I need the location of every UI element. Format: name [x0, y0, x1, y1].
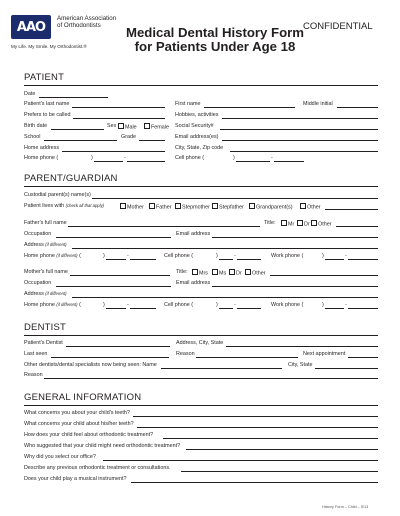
dash: -	[271, 155, 273, 161]
mother-cell-phone-label: Cell phone (	[164, 302, 194, 308]
lives-other-option[interactable]: Other	[300, 203, 320, 211]
custodial-field[interactable]	[92, 198, 378, 199]
school-label: School	[24, 134, 41, 140]
aao-logo: AAO	[11, 15, 51, 39]
father-title-other-field[interactable]	[336, 226, 378, 227]
father-email-label: Email address	[176, 231, 211, 237]
email-label: Email address(es)	[175, 134, 219, 140]
father-work-phone-field-2[interactable]	[348, 259, 378, 260]
mrs-checkbox[interactable]	[192, 269, 198, 275]
question-label: Why did you select our office?	[24, 454, 96, 460]
mothers-name-label: Mother's full name	[24, 269, 68, 275]
mother-title-ms[interactable]: Ms	[212, 269, 226, 277]
patients-dentist-label: Patient's Dentist	[24, 340, 63, 346]
dr-checkbox[interactable]	[229, 269, 235, 275]
dash: -	[234, 302, 236, 308]
paren: )	[322, 253, 324, 259]
father-work-phone-field[interactable]	[325, 259, 344, 260]
patients-dentist-field[interactable]	[66, 346, 170, 347]
specialist-reason-field[interactable]	[44, 378, 378, 379]
ssn-field[interactable]	[220, 129, 378, 130]
male-option[interactable]: Male	[118, 123, 137, 131]
paren: )	[103, 253, 105, 259]
answer-field[interactable]	[186, 449, 378, 450]
divider	[24, 405, 378, 406]
date-field[interactable]	[39, 97, 108, 98]
lives-stepfather-option[interactable]: Stepfather	[212, 203, 244, 211]
mother-cell-phone-field[interactable]	[219, 308, 233, 309]
last-name-label: Patient's last name	[24, 101, 70, 107]
middle-initial-label: Middle initial	[303, 101, 333, 107]
paren: )	[103, 302, 105, 308]
mother-title-other[interactable]: Other	[245, 269, 265, 277]
section-general-heading: GENERAL INFORMATION	[24, 392, 142, 403]
female-checkbox[interactable]	[144, 123, 150, 129]
divider	[24, 335, 378, 336]
ms-checkbox[interactable]	[212, 269, 218, 275]
father-occupation-label: Occupation	[24, 231, 52, 237]
birth-date-field[interactable]	[51, 129, 104, 130]
home-phone-label: Home phone (	[24, 155, 59, 161]
first-name-label: First name	[175, 101, 201, 107]
form-title	[115, 26, 315, 54]
dentist-address-label: Address, City, State	[176, 340, 224, 346]
mother-title-dr[interactable]: Dr	[229, 269, 242, 277]
org-name: American Association of Orthodontists	[57, 15, 117, 30]
lives-stepmother-option[interactable]: Stepmother	[175, 203, 210, 211]
dentist-address-field[interactable]	[226, 346, 378, 347]
mother-work-phone-field[interactable]	[325, 308, 344, 309]
school-field[interactable]	[44, 140, 117, 141]
father-home-phone-field-2[interactable]	[130, 259, 156, 260]
question-label: Describe any previous orthodontic treatment or consultations.	[24, 465, 171, 471]
title-line-1: Medical Dental History Form	[125, 25, 305, 40]
middle-initial-field[interactable]	[337, 107, 378, 108]
answer-field[interactable]	[103, 460, 378, 461]
lives-grandparents-option[interactable]: Grandparent(s)	[249, 203, 293, 211]
mother-occupation-label: Occupation	[24, 280, 52, 286]
cell-phone-field[interactable]	[236, 161, 270, 162]
reason-field[interactable]	[196, 357, 298, 358]
question-label: Who suggested that your child might need orthodontic treatment?	[24, 443, 181, 449]
female-option[interactable]: Female	[144, 123, 169, 131]
lives-other-field[interactable]	[325, 209, 378, 210]
father-title-other[interactable]: Other	[311, 220, 331, 228]
father-home-phone-label: Home phone (if different) (	[24, 253, 81, 259]
specialist-city-state-field[interactable]	[315, 368, 378, 369]
date-label: Date	[24, 91, 36, 97]
fathers-name-label: Father's full name	[24, 220, 67, 226]
reason-label: Reason	[176, 351, 195, 357]
father-address-label: Address (if different)	[24, 242, 67, 248]
mother-email-field[interactable]	[212, 286, 378, 287]
custodial-label: Custodial parent(s) name(s)	[24, 192, 91, 198]
title-line-2: for Patients Under Age 18	[134, 39, 296, 54]
mother-work-phone-label: Work phone (	[271, 302, 304, 308]
next-appointment-label: Next appointment	[303, 351, 346, 357]
question-label: What concerns you about your child's teeth?	[24, 410, 130, 416]
specialist-city-state-label: City, State	[288, 362, 313, 368]
dash: -	[345, 253, 347, 259]
father-email-field[interactable]	[212, 237, 378, 238]
mother-address-field[interactable]	[72, 297, 378, 298]
dr-checkbox[interactable]	[297, 220, 303, 226]
question-label: How does your child feel about orthodontic treatment?	[24, 432, 154, 438]
father-title-mr[interactable]: Mr	[281, 220, 294, 228]
grade-field[interactable]	[139, 140, 165, 141]
mother-checkbox[interactable]	[120, 203, 126, 209]
first-name-field[interactable]	[204, 107, 295, 108]
tagline: My Life. My Smile. My Orthodontist.®	[11, 44, 87, 49]
paren: )	[216, 253, 218, 259]
other-specialists-label: Other dentists/dental specialists now being seen: Name	[24, 362, 157, 368]
fathers-name-field[interactable]	[68, 226, 260, 227]
home-address-label: Home address	[24, 145, 60, 151]
mother-title-label: Title:	[176, 269, 188, 275]
stepmother-checkbox[interactable]	[175, 203, 181, 209]
mother-title-mrs[interactable]: Mrs	[192, 269, 208, 277]
hobbies-label: Hobbies, activities	[175, 112, 219, 118]
answer-field[interactable]	[133, 416, 378, 417]
section-patient-heading: PATIENT	[24, 72, 65, 83]
email-field[interactable]	[222, 140, 378, 141]
prefers-label: Prefers to be called	[24, 112, 71, 118]
stepfather-checkbox[interactable]	[212, 203, 218, 209]
city-state-zip-label: City, State, Zip code	[175, 145, 224, 151]
father-home-phone-field[interactable]	[106, 259, 126, 260]
dash: -	[124, 155, 126, 161]
lives-mother-option[interactable]: Mother	[120, 203, 144, 211]
lives-father-option[interactable]: Father	[149, 203, 172, 211]
lives-with-label: Patient lives with (check all that apply)	[24, 203, 105, 209]
answer-field[interactable]	[163, 438, 378, 439]
city-state-zip-field[interactable]	[230, 151, 378, 152]
last-seen-field[interactable]	[51, 357, 169, 358]
mother-home-phone-label: Home phone (if different) (	[24, 302, 81, 308]
father-cell-phone-label: Cell phone (	[164, 253, 194, 259]
ssn-label: Social Security#	[175, 123, 214, 129]
grade-label: Grade	[121, 134, 136, 140]
birth-date-label: Birth date	[24, 123, 48, 129]
father-address-field[interactable]	[72, 248, 378, 249]
specialist-reason-label: Reason	[24, 372, 43, 378]
paren: )	[233, 155, 235, 161]
section-dentist-heading: DENTIST	[24, 322, 67, 333]
father-checkbox[interactable]	[149, 203, 155, 209]
home-phone-field-2[interactable]	[127, 161, 165, 162]
mr-checkbox[interactable]	[281, 220, 287, 226]
footer-form-id: History Form – Child – 5/13	[322, 505, 369, 509]
paren: )	[322, 302, 324, 308]
dash: -	[345, 302, 347, 308]
paren: )	[216, 302, 218, 308]
father-cell-phone-field[interactable]	[219, 259, 233, 260]
other-checkbox[interactable]	[311, 220, 317, 226]
prefers-field[interactable]	[73, 118, 165, 119]
dash: -	[127, 253, 129, 259]
cell-phone-label: Cell phone (	[175, 155, 205, 161]
mother-cell-phone-field-2[interactable]	[237, 308, 261, 309]
mother-address-label: Address (if different)	[24, 291, 67, 297]
cell-phone-field-2[interactable]	[274, 161, 304, 162]
next-appointment-field[interactable]	[348, 357, 378, 358]
mother-home-phone-field-2[interactable]	[130, 308, 156, 309]
mothers-name-field[interactable]	[70, 275, 170, 276]
check-all-hint: (check all that apply)	[65, 203, 105, 208]
divider	[24, 186, 378, 187]
father-cell-phone-field-2[interactable]	[237, 259, 261, 260]
answer-field[interactable]	[131, 482, 378, 483]
father-work-phone-label: Work phone (	[271, 253, 304, 259]
grandparents-checkbox[interactable]	[249, 203, 255, 209]
other-checkbox[interactable]	[245, 269, 251, 275]
answer-field[interactable]	[181, 471, 378, 472]
home-phone-field[interactable]	[94, 161, 123, 162]
sex-label: Sex	[107, 123, 117, 129]
last-seen-label: Last seen	[24, 351, 48, 357]
other-checkbox[interactable]	[300, 203, 306, 209]
divider	[24, 85, 378, 86]
father-title-label: Title:	[264, 220, 276, 226]
confidential-label: CONFIDENTIAL	[303, 21, 373, 32]
question-label: What concerns your child about his/her teeth?	[24, 421, 134, 427]
other-specialists-field[interactable]	[161, 368, 282, 369]
home-address-field[interactable]	[62, 151, 165, 152]
mother-email-label: Email address	[176, 280, 211, 286]
paren: )	[91, 155, 93, 161]
mother-work-phone-field-2[interactable]	[348, 308, 378, 309]
dash: -	[234, 253, 236, 259]
answer-field[interactable]	[137, 427, 378, 428]
section-guardian-heading: PARENT/GUARDIAN	[24, 173, 118, 184]
father-title-dr[interactable]: Dr	[297, 220, 310, 228]
male-checkbox[interactable]	[118, 123, 124, 129]
last-name-field[interactable]	[72, 107, 165, 108]
question-label: Does your child play a musical instrument?	[24, 476, 127, 482]
father-occupation-field[interactable]	[56, 237, 171, 238]
dash: -	[127, 302, 129, 308]
mother-title-other-field[interactable]	[270, 275, 378, 276]
mother-occupation-field[interactable]	[56, 286, 171, 287]
hobbies-field[interactable]	[222, 118, 378, 119]
mother-home-phone-field[interactable]	[106, 308, 126, 309]
